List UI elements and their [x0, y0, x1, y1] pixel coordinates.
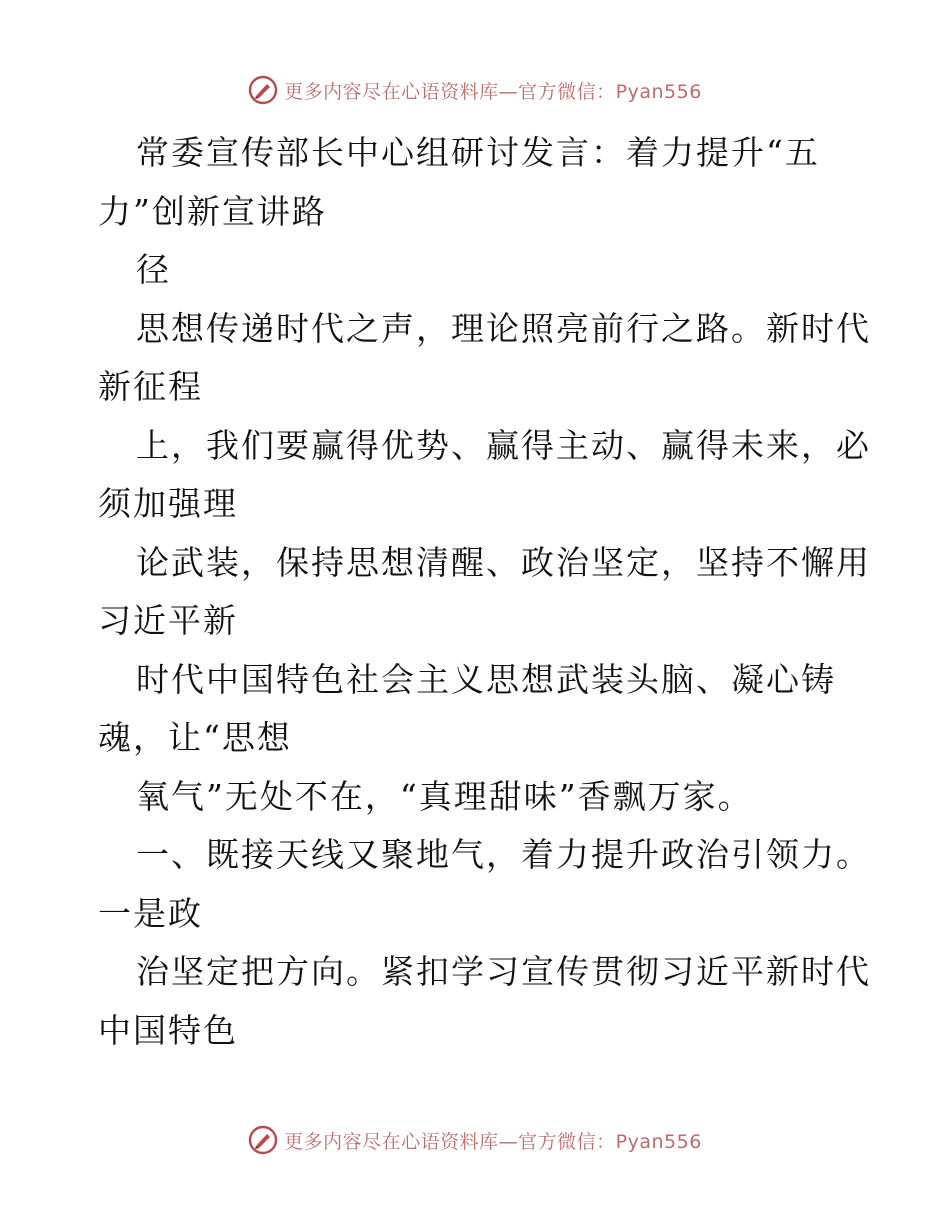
text-line: 治坚定把方向。紧扣学习宣传贯彻习近平新时代 — [136, 952, 871, 991]
text-line: 力”创新宣讲路 — [98, 191, 327, 231]
text-line: 一、既接天线又聚地气，着力提升政治引领力。 — [136, 835, 871, 874]
text-line: 径 — [136, 250, 171, 289]
text-line: 新征程 — [98, 367, 203, 406]
text-line: 思想传递时代之声，理论照亮前行之路。新时代 — [136, 308, 871, 348]
pen-logo-icon — [248, 1125, 278, 1155]
text-line: 上，我们要赢得优势、赢得主动、赢得未来，必 — [136, 425, 871, 465]
text-line: 须加强理 — [98, 484, 238, 523]
text-line: 一是政 — [98, 893, 203, 933]
pen-logo-icon — [248, 75, 278, 105]
watermark-text: 更多内容尽在心语资料库—官方微信：Pyan556 — [284, 80, 702, 103]
text-line: 习近平新 — [98, 601, 238, 640]
text-line: 常委宣传部长中心组研讨发言：着力提升“五 — [136, 133, 820, 172]
text-line: 时代中国特色社会主义思想武装头脑、凝心铸 — [136, 659, 836, 699]
watermark-footer — [0, 1120, 950, 1160]
text-line: 魂，让“思想 — [98, 718, 292, 757]
text-line: 氧气”无处不在，“真理甜味”香飘万家。 — [136, 776, 753, 816]
watermark-header — [0, 70, 950, 110]
text-line: 中国特色 — [98, 1010, 238, 1050]
text-line: 论武装，保持思想清醒、政治坚定，坚持不懈用 — [136, 542, 871, 582]
document-body — [98, 124, 871, 1060]
watermark-text: 更多内容尽在心语资料库—官方微信：Pyan556 — [284, 1130, 702, 1153]
